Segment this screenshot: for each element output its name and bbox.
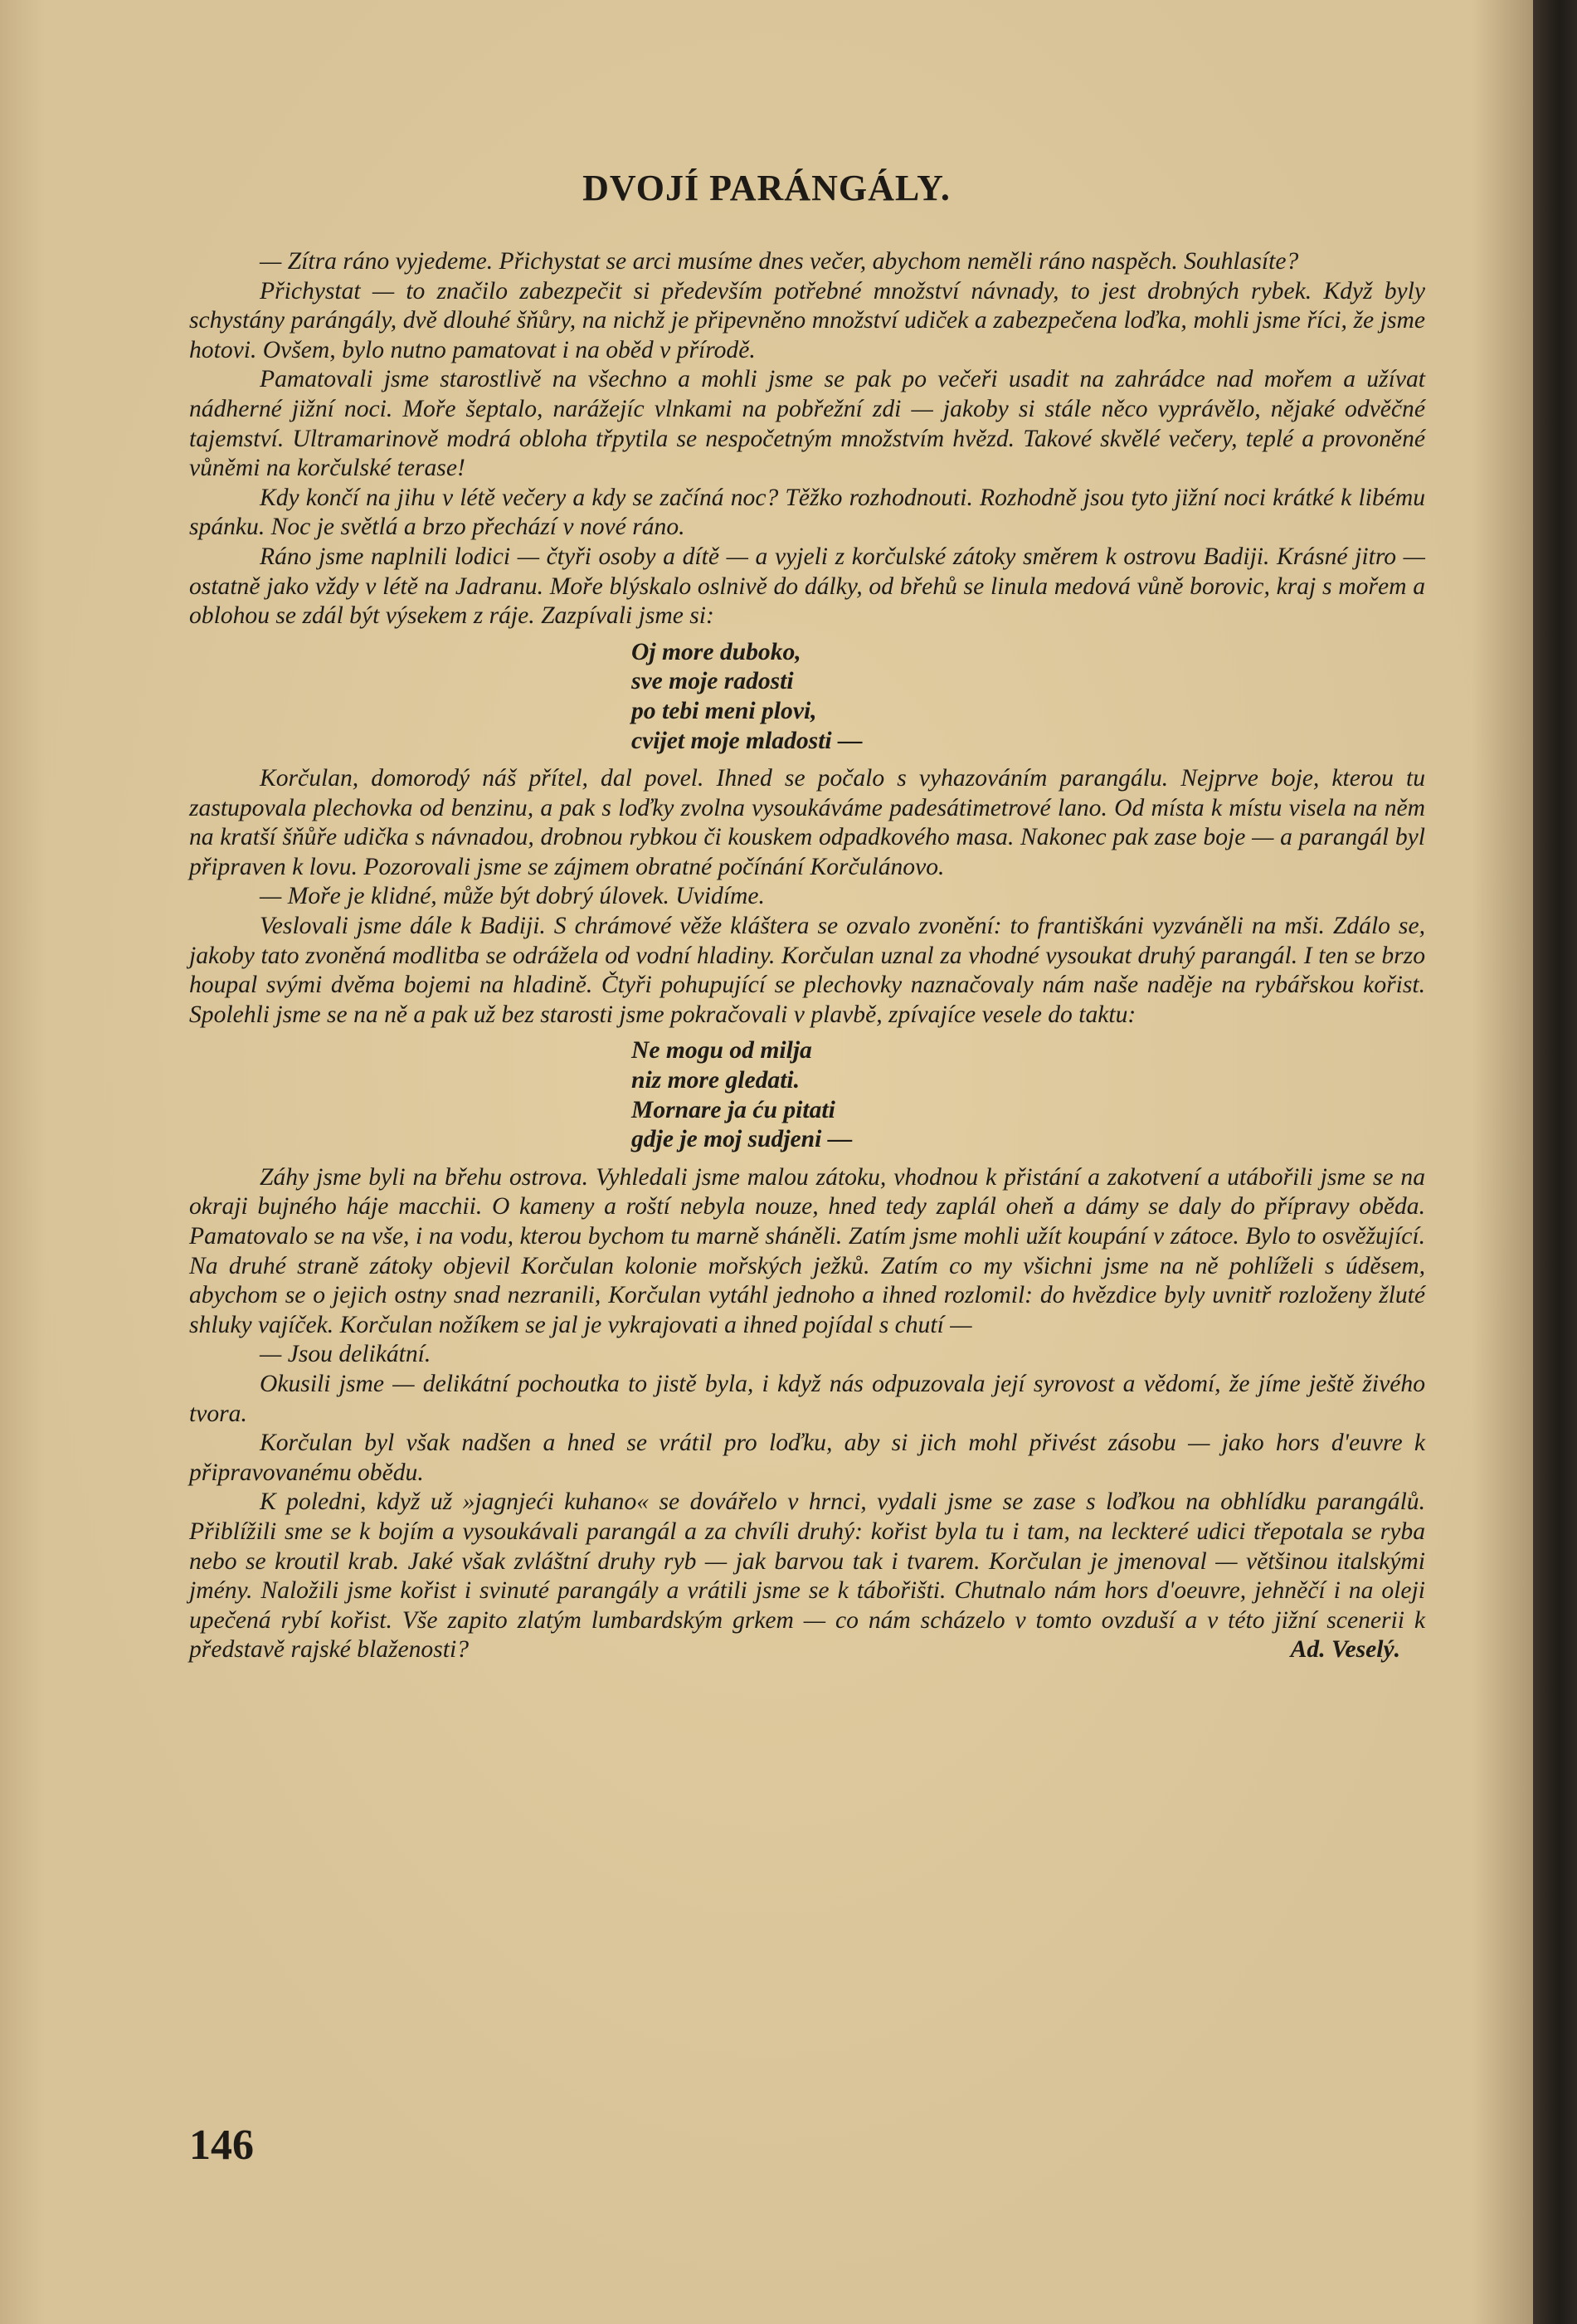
paragraph: Záhy jsme byli na břehu ostrova. Vyhledali jsme malou zátoku, vhodnou k přistání a zakotvení a utábořili jsme se na okraji bujného háje macchii. O kameny a roští nebyla nouze, hned tedy zaplál oheň a dámy se daly do přípravy oběda. Pamatovalo se na vše, i na vodu, kterou bychom tu marně sháněli. Zatím jsme mohli užít koupání v zátoce. Bylo to osvěžující. Na druhé straně zátoky objevil Korčulan kolonie mořských ježků. Zatím co my všichni jsme na ně pohlíželi s úděsem, abychom se o jejich ostny snad nezranili, Korčulan vytáhl jednoho a ihned rozlomil: do hvězdice byly uvnitř rozloženy žluté shluky vajíček. Korčulan nožíkem se jal je vykrajovati a ihned pojídal s chutí — <box>189 1163 1425 1338</box>
verse-line: Ne mogu od milja <box>631 1037 812 1065</box>
verse-line: cvijet moje mladosti — <box>631 727 863 754</box>
paragraph <box>189 1488 1425 1665</box>
paragraph: — Jsou delikátní. <box>260 1341 431 1368</box>
song-verse-2 <box>189 1036 1425 1154</box>
paragraph: Korčulan byl však nadšen a hned se vrátil pro loďku, aby si jich mohl přivést zásobu — jako hors d'euvre k připravovanému obědu. <box>189 1430 1425 1486</box>
verse-line: gdje je moj sudjeni — <box>631 1126 853 1153</box>
paragraph: — Moře je klidné, může být dobrý úlovek. Uvidíme. <box>260 883 765 910</box>
paragraph: Okusili jsme — delikátní pochoutka to jistě byla, i když nás odpuzovala její syrovost a vědomí, že jíme ještě živého tvora. <box>189 1370 1425 1427</box>
article-title: DVOJÍ PARÁNGÁLY. <box>582 168 951 208</box>
paragraph: Pamatovali jsme starostlivě na všechno a mohli jsme se pak po večeři usadit na zahrádce nad mořem a užívat nádherné jižní noci. Moře šeptalo, narážejíc vlnkami na pobřežní zdi — jakoby si stále něco vyprávělo, nějaké odvěčné tajemství. Ultramarinově modrá obloha třpytila se nespočetným množstvím hvězd. Takové skvělé večery, teplé a provoněné vůněmi na korčulské terase! <box>189 366 1425 482</box>
paragraph: Kdy končí na jihu v létě večery a kdy se začíná noc? Těžko rozhodnouti. Rozhodně jsou tyto jižní noci krátké k libému spánku. Noc je světlá a brzo přechází v nové ráno. <box>189 484 1425 541</box>
verse-line: po tebi meni plovi, <box>631 697 817 724</box>
book-spine-edge <box>1533 0 1577 2324</box>
paragraph: Přichystat — to značilo zabezpečit si především potřebné množství návnady, to jest drobných rybek. Když byly schystány parángály, dvě dlouhé šňůry, na nichž je připevněno množství udiček a zabezpečena loďka, mohli jsme říci, že jsme hotovi. Ovšem, bylo nutno pamatovat i na oběd v přírodě. <box>189 277 1425 363</box>
paragraph: Ráno jsme naplnili lodici — čtyři osoby a dítě — a vyjeli z korčulské zátoky směrem k ostrovu Badiji. Krásné jitro — ostatně jako vždy v létě na Jadranu. Moře blýskalo oslnivě do dálky, od břehů se linula medová vůně borovic, kraj s mořem a oblohou se zdál být výsekem z ráje. Zazpívali jsme si: <box>189 543 1425 630</box>
paragraph: — Zítra ráno vyjedeme. Přichystat se arci musíme dnes večer, abychom neměli ráno naspěch. Souhlasíte? <box>260 248 1299 275</box>
paragraph-text: K poledni, když už »jagnjeći kuhano« se dovářelo v hrnci, vydali jsme se zase s loďkou na obhlídku parangálů. Přiblížili sme se k bojím a vysoukávali parangál a za chvíli druhý: kořist byla tu i tam, na leckteré udici třepotala se ryba nebo se kroutil krab. Jaké však zvláštní druhy ryb — jak barvou tak i tvarem. Korčulan je jmenoval — většinou italskými jmény. Naložili jsme kořist i svinuté parangály a vrátili jsme se k tábořišti. Chutnalo nám hors d'oeuvre, jehněčí i na oleji upečená rybí kořist. Vše zapito zlatým lumbardským grkem — co nám scházelo v tomto ovzduší a v této jižní scenerii k představě rajské blaženosti? <box>189 1488 1425 1664</box>
paragraph: Korčulan, domorodý náš přítel, dal povel. Ihned se počalo s vyhazováním parangálu. Nejprve boje, kterou tu zastupovala plechovka od benzinu, a pak s loďky zvolna vysoukáváme padesátimetrové lano. Od místa k místu visela na něm na kratší šňůře udička s návnadou, drobnou rybkou či kouskem odpadkového masa. Nakonec pak zase boje — a parangál byl připraven k lovu. Pozorovali jsme se zájmem obratné počínání Korčulánovo. <box>189 765 1425 880</box>
verse-line: Oj more duboko, <box>631 638 801 665</box>
song-verse-1 <box>189 638 1425 756</box>
verse-line: Mornare ja ću pitati <box>631 1096 835 1123</box>
author-signature: Ad. Veselý. <box>1290 1636 1400 1664</box>
paragraph: Veslovali jsme dále k Badiji. S chrámové věže kláštera se ozvalo zvonění: to františkáni vyzváněli na mši. Zdálo se, jakoby tato zvoněná modlitba se odrážela od vodní hladiny. Korčulan uznal za vhodné vysoukat druhý parangál. I ten se brzo houpal svými dvěma bojemi na hladině. Čtyři pohupující se plechovky naznačovaly nám naše naděje na rybářskou kořist. Spolehli jsme se na ně a pak už bez starosti jsme pokračovali v plavbě, zpívajíce vesele do taktu: <box>189 913 1425 1028</box>
verse-line: sve moje radosti <box>631 668 794 695</box>
page-number: 146 <box>189 2122 254 2169</box>
verse-line: niz more gledati. <box>631 1067 801 1094</box>
article-body <box>189 247 1425 1665</box>
